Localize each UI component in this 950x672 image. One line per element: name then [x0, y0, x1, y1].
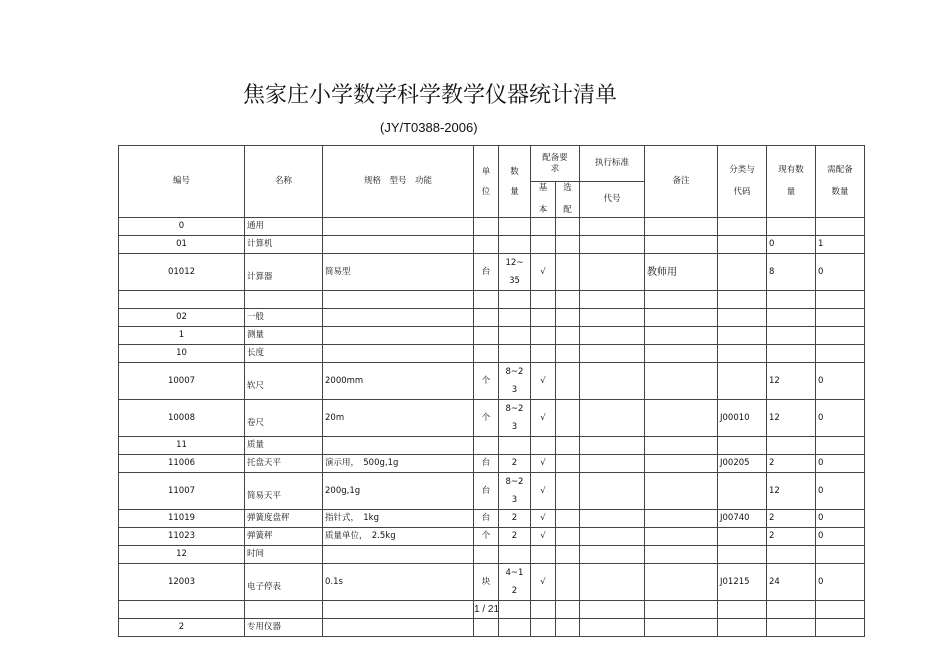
cell-qty-line1: 8~2: [505, 477, 524, 487]
cell-unit: [474, 327, 499, 345]
cell-code: 10008: [119, 400, 245, 437]
cell-optional: [556, 254, 580, 291]
cell-basic: [531, 345, 556, 363]
cell-standard: [580, 345, 645, 363]
cell-remarks: [645, 546, 718, 564]
cell-category: [718, 473, 767, 510]
cell-need: 1: [816, 236, 865, 254]
document-title: 焦家庄小学数学科学教学仪器统计清单: [243, 83, 618, 108]
cell-code: 10007: [119, 363, 245, 400]
cell-qty-line1: 2: [511, 513, 518, 523]
table-row: [119, 400, 865, 437]
cell-qty-line2: 2: [511, 586, 518, 596]
cell-remarks: [645, 363, 718, 400]
cell-need: 0: [816, 473, 865, 510]
cell-spec: 20m: [323, 400, 474, 437]
cell-spec: [323, 601, 474, 619]
cell-current: 2: [767, 528, 816, 546]
header-basic: [531, 182, 556, 218]
cell-spec: 2000mm: [323, 363, 474, 400]
cell-name: 弹簧秤: [245, 528, 323, 546]
cell-unit: [474, 345, 499, 363]
cell-remarks: [645, 345, 718, 363]
cell-basic: [531, 309, 556, 327]
cell-optional: [556, 546, 580, 564]
cell-category: [718, 345, 767, 363]
header-code: 编号: [119, 146, 245, 218]
table-row: [119, 455, 865, 473]
cell-spec: [323, 345, 474, 363]
cell-optional: [556, 437, 580, 455]
cell-category: [718, 327, 767, 345]
cell-current: [767, 309, 816, 327]
cell-current: 24: [767, 564, 816, 601]
cell-basic: √: [531, 455, 556, 473]
cell-remarks: [645, 455, 718, 473]
cell-standard: [580, 546, 645, 564]
cell-qty-line2: 3: [511, 385, 518, 395]
table-row: [119, 564, 865, 601]
header-category-line2: 代码: [733, 187, 751, 197]
cell-qty-line1: 12~: [505, 258, 524, 268]
header-remarks: 备注: [645, 146, 718, 218]
cell-qty: [499, 437, 531, 455]
cell-category: J00205: [718, 455, 767, 473]
cell-unit: [474, 437, 499, 455]
cell-spec: [323, 327, 474, 345]
table-row: [119, 309, 865, 327]
cell-unit: 个: [474, 363, 499, 400]
cell-basic: [531, 291, 556, 309]
cell-need: [816, 437, 865, 455]
cell-name: 软尺: [245, 363, 323, 400]
cell-current: [767, 546, 816, 564]
cell-unit: [474, 619, 499, 637]
cell-name: 质量: [245, 437, 323, 455]
cell-qty: [499, 327, 531, 345]
cell-code: 01012: [119, 254, 245, 291]
header-config: [531, 146, 580, 182]
table-row: [119, 327, 865, 345]
table-row: [119, 345, 865, 363]
cell-standard: [580, 619, 645, 637]
cell-remarks: [645, 236, 718, 254]
cell-current: 0: [767, 236, 816, 254]
cell-optional: [556, 528, 580, 546]
cell-spec: 0.1s: [323, 564, 474, 601]
cell-category: [718, 363, 767, 400]
header-category-line1: 分类与: [729, 165, 755, 175]
table-row: [119, 528, 865, 546]
header-current-line2: 量: [786, 187, 796, 197]
cell-optional: [556, 363, 580, 400]
cell-remarks: [645, 327, 718, 345]
header-unit: [474, 146, 499, 218]
cell-current: [767, 601, 816, 619]
cell-name: 测量: [245, 327, 323, 345]
cell-qty: [499, 473, 531, 510]
header-standard: 执行标准: [580, 146, 645, 182]
cell-qty-line1: 2: [511, 531, 518, 541]
cell-need: 0: [816, 455, 865, 473]
cell-name: 长度: [245, 345, 323, 363]
cell-code: 11006: [119, 455, 245, 473]
cell-need: [816, 309, 865, 327]
cell-basic: [531, 437, 556, 455]
header-unit-line1: 单: [481, 166, 491, 177]
cell-standard: [580, 528, 645, 546]
table-row: [119, 363, 865, 400]
cell-code: 11: [119, 437, 245, 455]
table-row: [119, 437, 865, 455]
cell-need: [816, 601, 865, 619]
inventory-table: [118, 145, 865, 637]
table-row: [119, 619, 865, 637]
cell-remarks: [645, 309, 718, 327]
cell-name: 简易天平: [245, 473, 323, 510]
cell-optional: [556, 218, 580, 236]
cell-need: 0: [816, 254, 865, 291]
cell-basic: √: [531, 473, 556, 510]
cell-standard: [580, 218, 645, 236]
cell-name: [245, 291, 323, 309]
cell-need: 0: [816, 528, 865, 546]
cell-code: 12003: [119, 564, 245, 601]
table-row: [119, 291, 865, 309]
cell-remarks: [645, 510, 718, 528]
cell-current: 8: [767, 254, 816, 291]
header-name: 名称: [245, 146, 323, 218]
cell-unit: 个: [474, 400, 499, 437]
cell-standard: [580, 236, 645, 254]
cell-code: 01: [119, 236, 245, 254]
cell-current: 12: [767, 473, 816, 510]
cell-basic: √: [531, 564, 556, 601]
header-current-line1: 现有数: [778, 165, 804, 175]
cell-qty-line1: 2: [511, 458, 518, 468]
cell-unit: 块: [474, 564, 499, 601]
cell-category: [718, 601, 767, 619]
table-row: [119, 546, 865, 564]
cell-name: [245, 601, 323, 619]
cell-spec: [323, 437, 474, 455]
cell-spec: 200g,1g: [323, 473, 474, 510]
cell-basic: [531, 218, 556, 236]
cell-standard: [580, 601, 645, 619]
header-current: [767, 146, 816, 218]
header-config-line2: 求: [550, 163, 560, 174]
cell-spec: [323, 309, 474, 327]
cell-code: 2: [119, 619, 245, 637]
cell-basic: [531, 236, 556, 254]
cell-current: [767, 619, 816, 637]
header-need-line1: 需配备: [827, 165, 853, 175]
cell-unit: 台: [474, 455, 499, 473]
header-optional-line2: 配: [563, 205, 572, 215]
table-row: [119, 473, 865, 510]
cell-remarks: [645, 528, 718, 546]
cell-need: [816, 619, 865, 637]
header-standard-code: 代号: [580, 182, 645, 218]
page-indicator: 1 / 21: [474, 604, 500, 615]
cell-standard: [580, 564, 645, 601]
cell-name: 一般: [245, 309, 323, 327]
cell-remarks: [645, 218, 718, 236]
cell-code: 11019: [119, 510, 245, 528]
header-need: [816, 146, 865, 218]
cell-current: 12: [767, 400, 816, 437]
cell-current: 2: [767, 510, 816, 528]
cell-qty: [499, 619, 531, 637]
cell-spec: [323, 546, 474, 564]
table-row: [119, 510, 865, 528]
cell-unit: 个: [474, 528, 499, 546]
cell-current: 2: [767, 455, 816, 473]
cell-standard: [580, 254, 645, 291]
header-config-line1: 配备要: [542, 152, 568, 163]
document-subtitle: (JY/T0388-2006): [380, 120, 478, 135]
cell-need: 0: [816, 564, 865, 601]
cell-spec: 质量单位， 2.5kg: [323, 528, 474, 546]
cell-optional: [556, 455, 580, 473]
cell-current: [767, 437, 816, 455]
cell-category: J01215: [718, 564, 767, 601]
cell-standard: [580, 510, 645, 528]
cell-qty: [499, 564, 531, 601]
table-body: [119, 218, 865, 637]
cell-standard: [580, 437, 645, 455]
cell-standard: [580, 291, 645, 309]
cell-spec: [323, 218, 474, 236]
cell-standard: [580, 363, 645, 400]
cell-category: [718, 437, 767, 455]
cell-basic: [531, 601, 556, 619]
cell-name: 托盘天平: [245, 455, 323, 473]
header-spec: 规格 型号 功能: [323, 146, 474, 218]
cell-qty: [499, 400, 531, 437]
cell-standard: [580, 309, 645, 327]
cell-code: 1: [119, 327, 245, 345]
cell-qty: [499, 218, 531, 236]
cell-qty: [499, 309, 531, 327]
cell-spec: 指针式， 1kg: [323, 510, 474, 528]
cell-category: [718, 546, 767, 564]
cell-category: [718, 619, 767, 637]
header-basic-line2: 本: [538, 205, 548, 215]
cell-category: [718, 528, 767, 546]
header-qty: [499, 146, 531, 218]
cell-basic: √: [531, 510, 556, 528]
cell-unit: [474, 546, 499, 564]
cell-spec: [323, 291, 474, 309]
cell-optional: [556, 473, 580, 510]
cell-code: 12: [119, 546, 245, 564]
cell-need: 0: [816, 400, 865, 437]
cell-optional: [556, 345, 580, 363]
cell-qty: [499, 601, 531, 619]
cell-name: 计算器: [245, 254, 323, 291]
cell-category: J00740: [718, 510, 767, 528]
cell-qty: [499, 363, 531, 400]
table-row: [119, 236, 865, 254]
cell-need: [816, 327, 865, 345]
header-category: [718, 146, 767, 218]
table-row: [119, 218, 865, 236]
cell-code: 11007: [119, 473, 245, 510]
cell-basic: [531, 619, 556, 637]
cell-code: 11023: [119, 528, 245, 546]
cell-qty: [499, 546, 531, 564]
cell-qty-line1: 4~1: [505, 568, 524, 578]
cell-standard: [580, 327, 645, 345]
cell-category: [718, 218, 767, 236]
cell-name: 时间: [245, 546, 323, 564]
cell-qty: [499, 528, 531, 546]
cell-category: [718, 309, 767, 327]
cell-optional: [556, 400, 580, 437]
cell-category: [718, 254, 767, 291]
cell-spec: [323, 236, 474, 254]
cell-current: [767, 291, 816, 309]
cell-optional: [556, 510, 580, 528]
cell-current: [767, 327, 816, 345]
cell-need: [816, 291, 865, 309]
header-qty-line1: 数: [510, 166, 519, 177]
cell-remarks: [645, 473, 718, 510]
header-optional-line1: 选: [563, 183, 572, 193]
cell-basic: [531, 546, 556, 564]
cell-remarks: [645, 601, 718, 619]
cell-name: 卷尺: [245, 400, 323, 437]
cell-unit: [474, 291, 499, 309]
cell-code: [119, 601, 245, 619]
cell-category: J00010: [718, 400, 767, 437]
cell-qty: [499, 455, 531, 473]
cell-remarks: [645, 437, 718, 455]
cell-unit: 台: [474, 473, 499, 510]
cell-name: 通用: [245, 218, 323, 236]
cell-code: 0: [119, 218, 245, 236]
table-header-row-1: [119, 146, 865, 182]
cell-optional: [556, 564, 580, 601]
cell-remarks: 教师用: [645, 254, 718, 291]
cell-unit: [474, 309, 499, 327]
cell-qty: [499, 510, 531, 528]
cell-name: 电子停表: [245, 564, 323, 601]
cell-code: 10: [119, 345, 245, 363]
cell-basic: √: [531, 254, 556, 291]
cell-name: 专用仪器: [245, 619, 323, 637]
cell-current: [767, 218, 816, 236]
cell-need: 0: [816, 510, 865, 528]
cell-category: [718, 236, 767, 254]
cell-qty: [499, 345, 531, 363]
cell-category: [718, 291, 767, 309]
cell-optional: [556, 236, 580, 254]
cell-spec: 简易型: [323, 254, 474, 291]
cell-basic: √: [531, 528, 556, 546]
cell-standard: [580, 400, 645, 437]
cell-remarks: [645, 400, 718, 437]
cell-need: 0: [816, 363, 865, 400]
cell-standard: [580, 455, 645, 473]
cell-name: 计算机: [245, 236, 323, 254]
cell-unit: 台: [474, 254, 499, 291]
header-qty-line2: 量: [510, 186, 519, 197]
cell-qty-line2: 35: [509, 276, 520, 286]
cell-spec: 演示用， 500g,1g: [323, 455, 474, 473]
cell-basic: √: [531, 400, 556, 437]
cell-name: 弹簧度盘秤: [245, 510, 323, 528]
header-need-line2: 数量: [831, 187, 849, 197]
cell-optional: [556, 619, 580, 637]
cell-basic: [531, 327, 556, 345]
cell-code: [119, 291, 245, 309]
header-optional: [556, 182, 580, 218]
cell-need: [816, 546, 865, 564]
cell-current: [767, 345, 816, 363]
cell-qty-line1: 8~2: [505, 367, 524, 377]
cell-current: 12: [767, 363, 816, 400]
cell-qty-line2: 3: [511, 495, 518, 505]
cell-need: [816, 218, 865, 236]
cell-optional: [556, 291, 580, 309]
cell-optional: [556, 327, 580, 345]
cell-unit: 台: [474, 510, 499, 528]
cell-need: [816, 345, 865, 363]
cell-qty: [499, 236, 531, 254]
cell-basic: √: [531, 363, 556, 400]
header-unit-line2: 位: [481, 186, 491, 197]
cell-remarks: [645, 291, 718, 309]
cell-remarks: [645, 619, 718, 637]
cell-optional: [556, 309, 580, 327]
header-basic-line1: 基: [538, 183, 548, 193]
cell-qty-line1: 8~2: [505, 404, 524, 414]
table-row: [119, 254, 865, 291]
cell-unit: [474, 236, 499, 254]
cell-qty: [499, 291, 531, 309]
cell-code: 02: [119, 309, 245, 327]
cell-optional: [556, 601, 580, 619]
cell-standard: [580, 473, 645, 510]
cell-qty-line2: 3: [511, 422, 518, 432]
cell-unit: [474, 218, 499, 236]
cell-qty: [499, 254, 531, 291]
cell-spec: [323, 619, 474, 637]
cell-remarks: [645, 564, 718, 601]
